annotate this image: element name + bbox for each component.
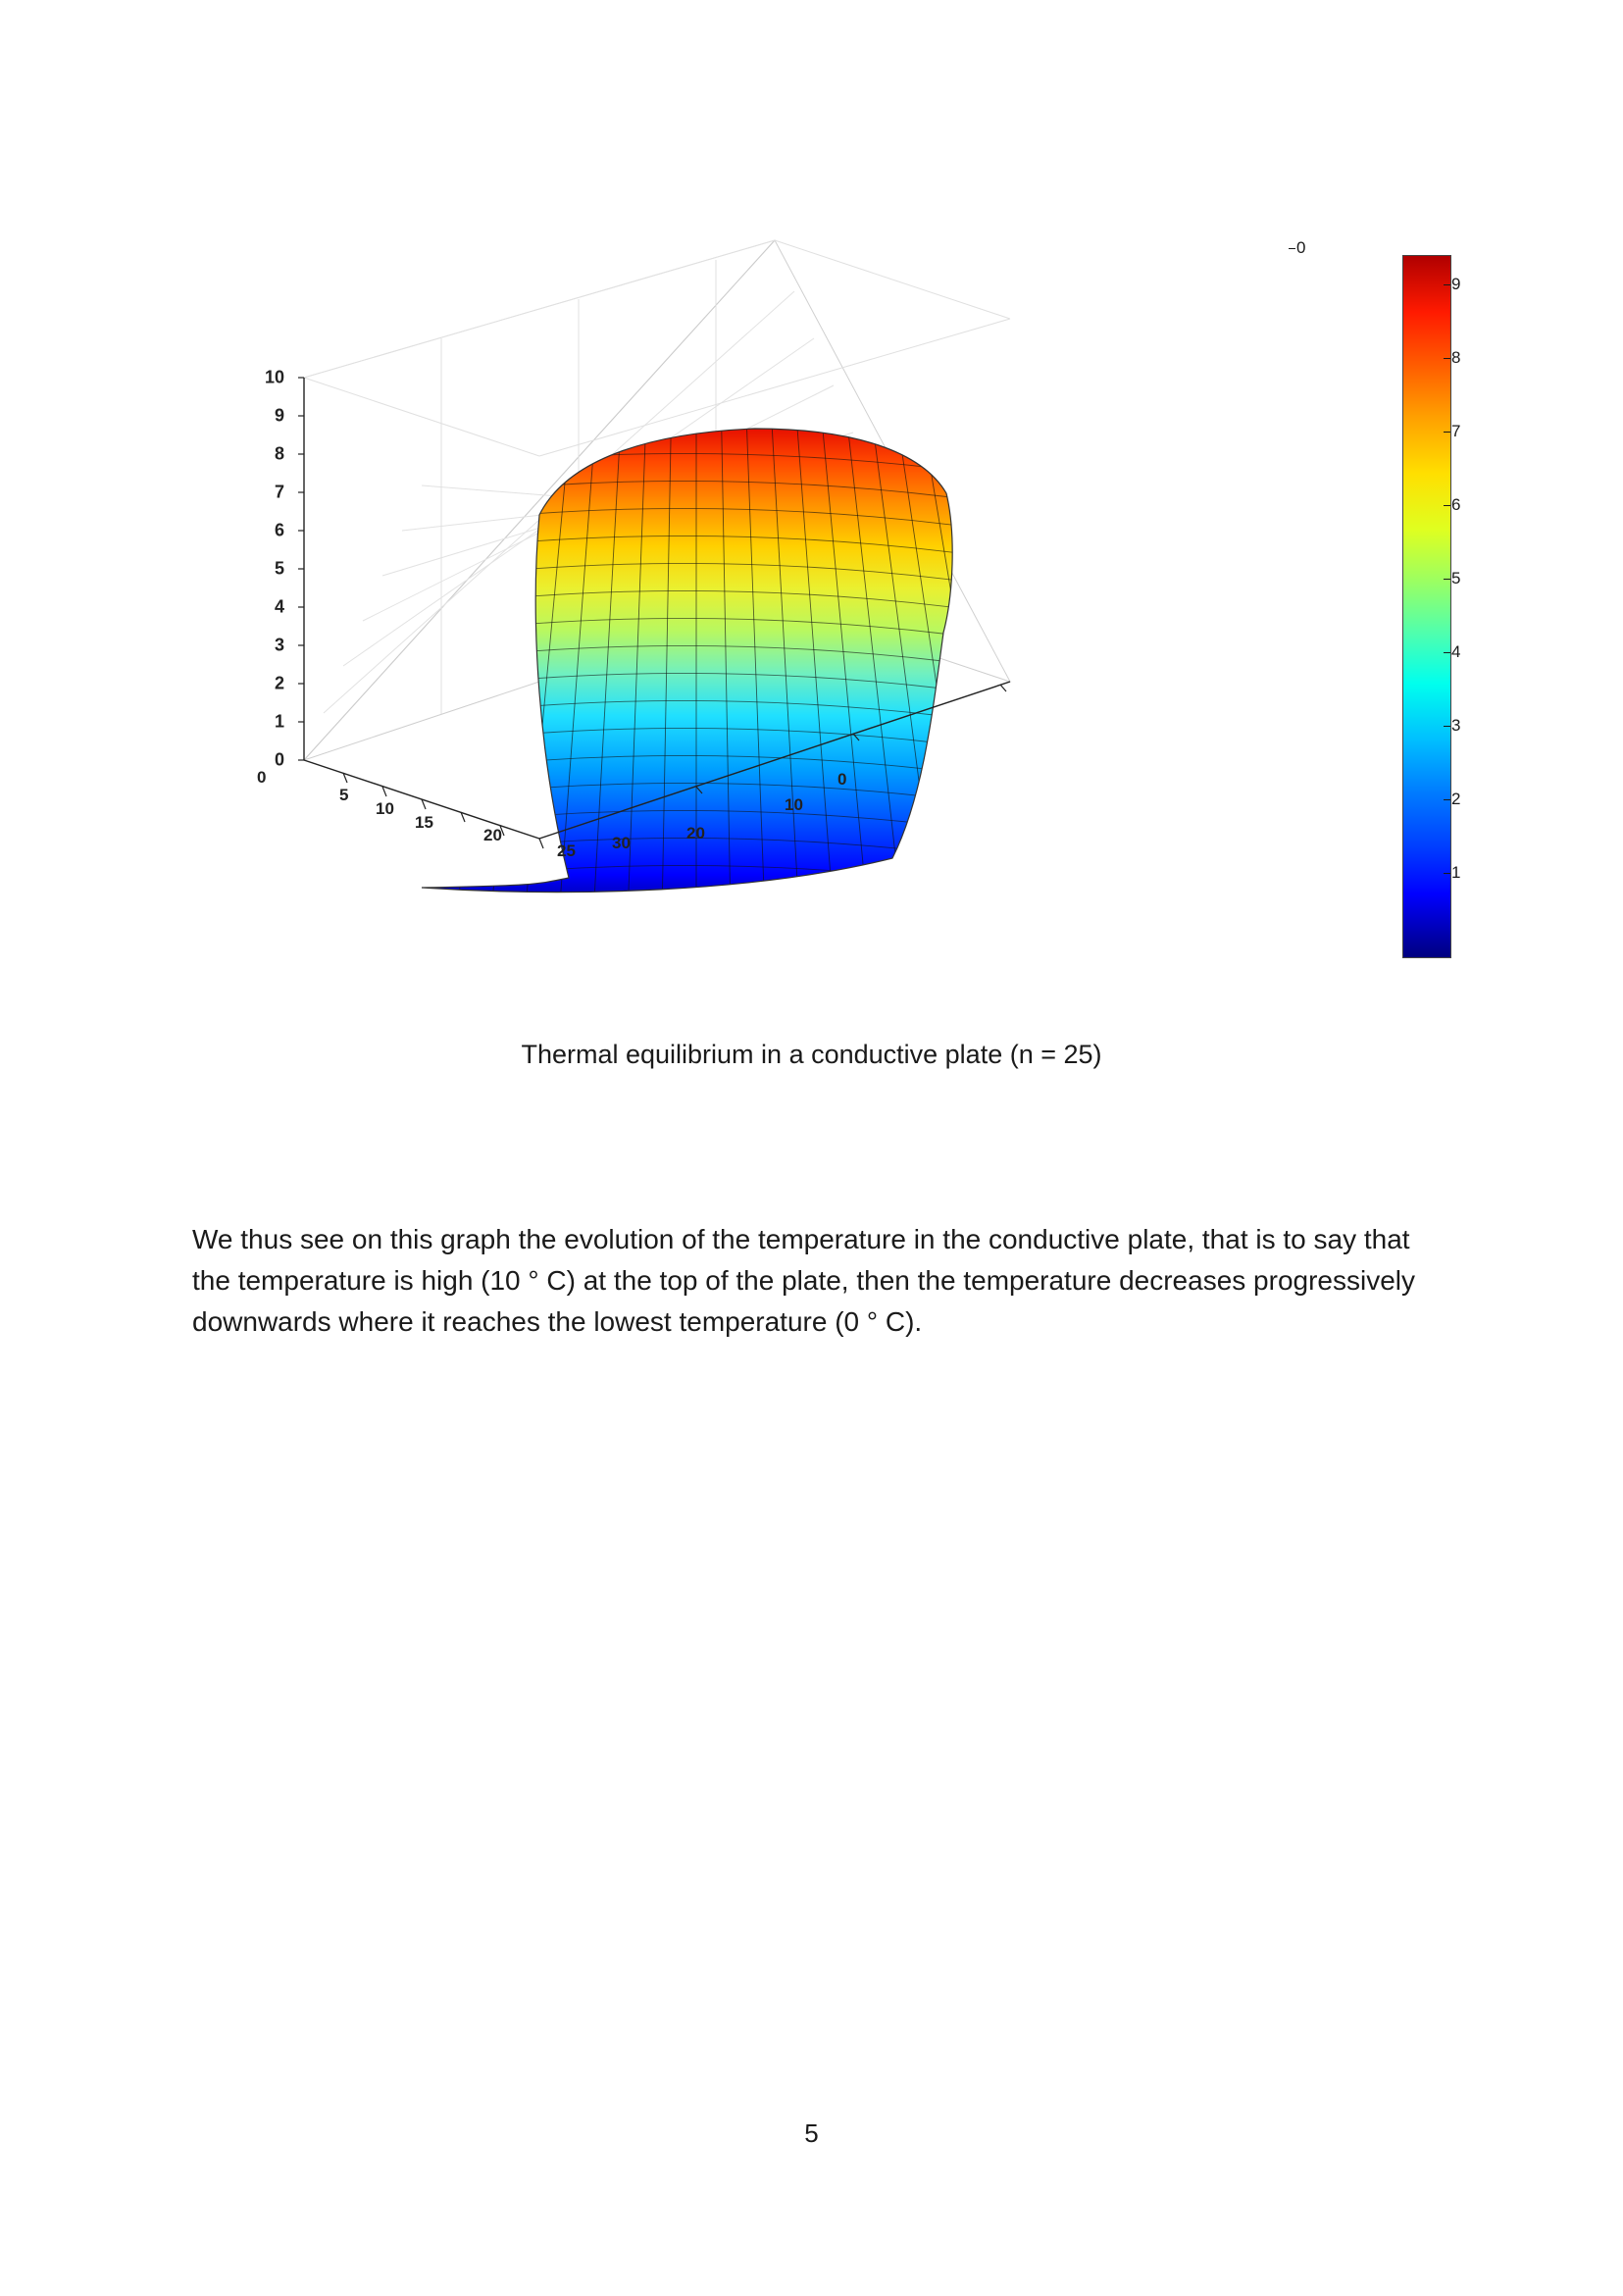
colorbar-tick: 2	[1451, 790, 1461, 808]
surface-plot	[245, 211, 1128, 971]
z-tick-label: 6	[274, 520, 284, 540]
colorbar-tick: 3	[1451, 716, 1461, 735]
colorbar-tick: 7	[1451, 422, 1461, 440]
colorbar-tick: 4	[1451, 642, 1461, 661]
z-tick-label: 10	[264, 367, 284, 387]
body-paragraph: We thus see on this graph the evolution of the temperature in the conductive plate, that is to say that the temperature is high (10 ° C) at the top of the plate, then the temperature decreases progressively downwards where it reaches the lowest temperature (0 ° C).	[192, 1224, 1415, 1337]
colorbar	[1296, 238, 1471, 961]
x-tick-label: 0	[257, 768, 267, 787]
y-tick-label: 0	[837, 770, 847, 789]
colorbar-tick: 0	[1296, 238, 1306, 257]
z-tick-label: 7	[274, 482, 284, 502]
colorbar-tick: 6	[1451, 495, 1461, 514]
z-tick-label: 3	[274, 635, 284, 655]
colorbar-tick: 9	[1451, 275, 1461, 293]
z-tick-label: 8	[274, 443, 284, 464]
page-number: 5	[804, 2118, 819, 2148]
x-tick-label: 5	[339, 786, 349, 804]
colorbar-tick: 5	[1451, 569, 1461, 587]
y-tick-label: 10	[785, 795, 803, 814]
x-tick-label: 25	[557, 842, 576, 860]
figure-caption: Thermal equilibrium in a conductive plate (n = 25)	[521, 1040, 1102, 1069]
figure-thermal-plate	[245, 211, 1461, 971]
z-axis-ticks	[298, 378, 304, 760]
x-tick-label: 10	[376, 799, 394, 818]
colorbar-tick: 1	[1451, 863, 1461, 882]
z-tick-label: 0	[274, 749, 284, 770]
x-tick-label: 20	[483, 826, 502, 844]
colorbar-gradient	[1402, 255, 1451, 958]
z-tick-label: 4	[274, 596, 284, 617]
surface-plot-svg	[245, 211, 1128, 971]
z-tick-label: 2	[274, 673, 284, 693]
y-tick-label: 20	[686, 824, 705, 842]
z-tick-label: 5	[274, 558, 284, 579]
x-tick-label: 15	[415, 813, 433, 832]
x-tick-label: 30	[612, 834, 631, 852]
colorbar-tick: 8	[1451, 348, 1461, 367]
z-tick-label: 1	[274, 711, 284, 732]
z-tick-label: 9	[274, 405, 284, 426]
